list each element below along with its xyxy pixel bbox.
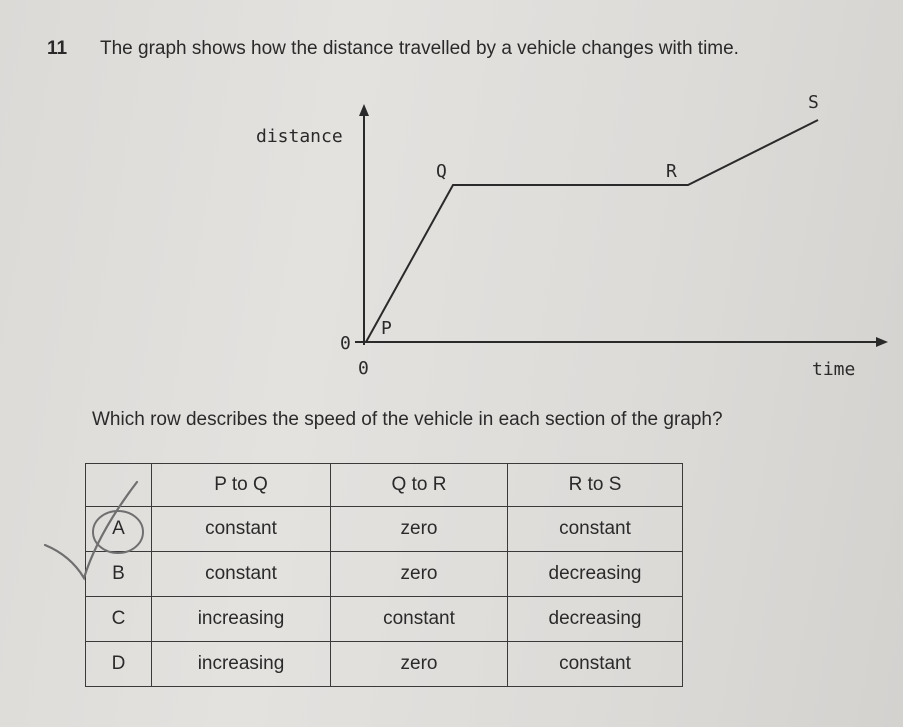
option-row-c[interactable]	[86, 597, 683, 642]
header-blank	[86, 464, 152, 507]
question-number: 11	[47, 38, 68, 59]
point-label-p: P	[381, 318, 392, 339]
option-cell: constant	[152, 552, 331, 597]
question-text: The graph shows how the distance travelled by a vehicle changes with time.	[100, 38, 739, 59]
option-label[interactable]: D	[86, 642, 152, 687]
option-cell: increasing	[152, 642, 331, 687]
x-axis-arrow	[876, 337, 888, 347]
option-label[interactable]: C	[86, 597, 152, 642]
option-label[interactable]: A	[86, 507, 152, 552]
option-cell: zero	[331, 552, 508, 597]
origin-y-label: 0	[340, 333, 351, 354]
y-axis-arrow	[359, 104, 369, 116]
point-label-q: Q	[436, 161, 447, 182]
table-header-row	[86, 464, 683, 507]
question-prompt: Which row describes the speed of the vehicle in each section of the graph?	[92, 409, 723, 430]
option-cell: constant	[508, 642, 683, 687]
option-cell: constant	[331, 597, 508, 642]
option-row-b[interactable]	[86, 552, 683, 597]
y-axis-label: distance	[256, 126, 343, 147]
option-cell: decreasing	[508, 597, 683, 642]
options-table	[85, 463, 683, 687]
option-row-d[interactable]	[86, 642, 683, 687]
option-cell: constant	[152, 507, 331, 552]
header-q-to-r: Q to R	[331, 464, 508, 507]
option-row-a[interactable]	[86, 507, 683, 552]
option-cell: decreasing	[508, 552, 683, 597]
origin-x-label: 0	[358, 358, 369, 379]
option-label[interactable]: B	[86, 552, 152, 597]
option-cell: zero	[331, 507, 508, 552]
point-label-r: R	[666, 161, 677, 182]
option-cell: increasing	[152, 597, 331, 642]
header-r-to-s: R to S	[508, 464, 683, 507]
graph-line	[366, 120, 818, 342]
x-axis-label: time	[812, 359, 856, 380]
header-p-to-q: P to Q	[152, 464, 331, 507]
option-cell: constant	[508, 507, 683, 552]
option-cell: zero	[331, 642, 508, 687]
point-label-s: S	[808, 92, 819, 113]
